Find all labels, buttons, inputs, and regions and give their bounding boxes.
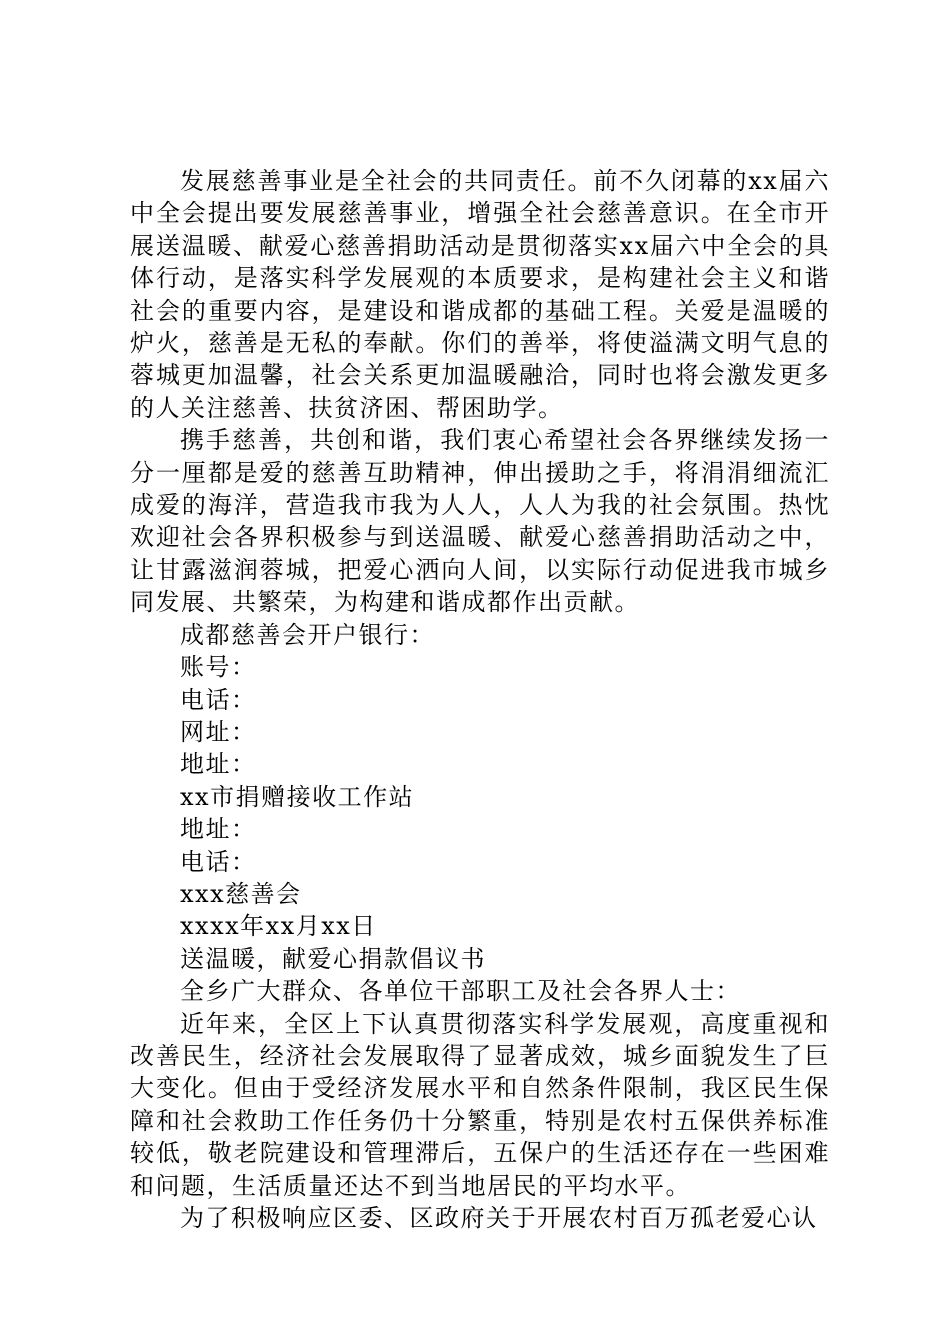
paragraph-recent-years: 近年来，全区上下认真贯彻落实科学发展观，高度重视和改善民生，经济社会发展取得了显著成效，城乡面貌发生了巨大变化。但由于受经济发展水平和自然条件限制，我区民生保障和社会救助工作任务仍十分繁重，特别是农村五保供养标准较低，敬老院建设和管理滞后，五保户的生活还存在一些困难和问题，生活质量还达不到当地居民的平均水平。	[130, 1009, 830, 1200]
signature-date: xxxx年xx月xx日	[180, 912, 377, 941]
station-name: xx市捐赠接收工作站	[180, 782, 415, 811]
paragraph-join-hands: 携手慈善，共创和谐，我们衷心希望社会各界继续发扬一分一厘都是爱的慈善互助精神，伸出援助之手，将涓涓细流汇成爱的海洋，营造我市我为人人，人人为我的社会氛围。热忱欢迎社会各界积极参与到送温暖、献爱心慈善捐助活动之中，让甘露滋润蓉城，把爱心洒向人间，以实际行动促进我市城乡同发展、共繁荣，为构建和谐成都作出贡献。	[130, 426, 830, 617]
greeting-line: 全乡广大群众、各单位干部职工及社会各界人士：	[180, 977, 741, 1006]
paragraph-charity-responsibility: 发展慈善事业是全社会的共同责任。前不久闭幕的xx届六中全会提出要发展慈善事业，增强全社会慈善意识。在全市开展送温暖、献爱心慈善捐助活动是贯彻落实xx届六中全会的具体行动，是落实科学发展观的本质要求，是构建社会主义和谐社会的重要内容，是建设和谐成都的基础工程。关爱是温暖的炉火，慈善是无私的奉献。你们的善举，将使溢满文明气息的蓉城更加温馨，社会关系更加温暖融洽，同时也将会激发更多的人关注慈善、扶贫济困、帮困助学。	[130, 167, 830, 422]
bank-label: 成都慈善会开户银行：	[180, 620, 435, 649]
second-proposal-title: 送温暖，献爱心捐款倡议书	[180, 944, 486, 973]
account-label: 账号：	[180, 653, 257, 682]
station-phone-label: 电话：	[180, 847, 257, 876]
address-label: 地址：	[180, 750, 257, 779]
document-body	[130, 165, 830, 1234]
website-label: 网址：	[180, 717, 257, 746]
paragraph-response: 为了积极响应区委、区政府关于开展农村百万孤老爱心认	[180, 1204, 818, 1232]
station-address-label: 地址：	[180, 815, 257, 844]
phone-label: 电话：	[180, 685, 257, 714]
organization-signature: xxx慈善会	[180, 879, 302, 908]
